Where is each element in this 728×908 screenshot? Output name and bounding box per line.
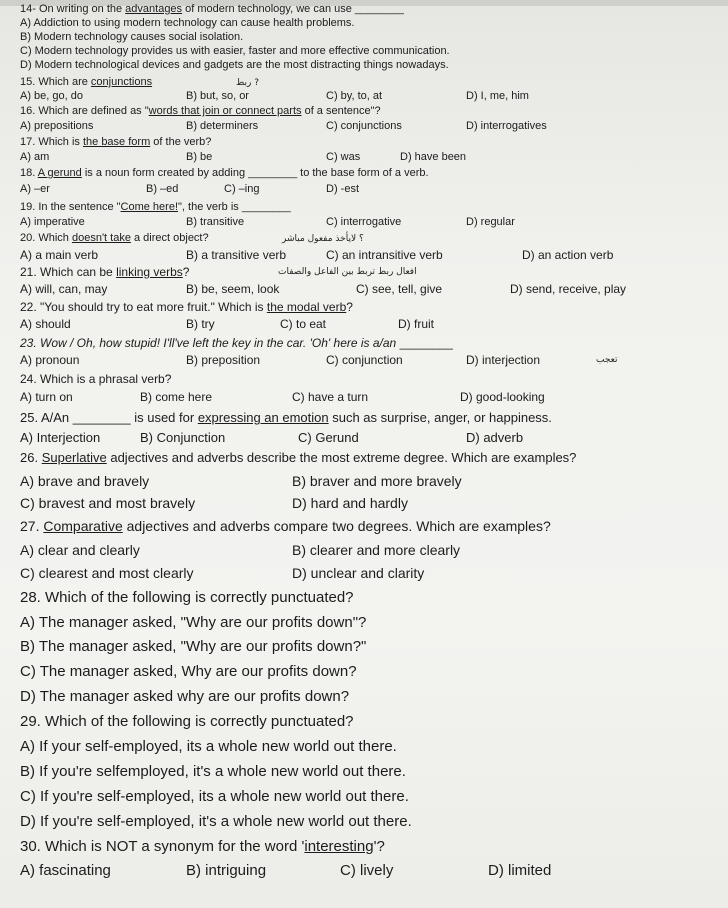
q15-arabic-note: ربط ? <box>236 78 260 88</box>
worksheet-page: 14- On writing on the advantages of modern technology, we can use ________ A) Addiction to using modern technology can cause health problems. B) Modern technology causes social isolation. C) Modern technology provides us with easier, faster and more effective communication. D) Modern technological devices and gadgets are the most distracting things nowadays. 15. Which are conjunctions ربط ? A) be, go, do B) but, so, or C) by, to, at D) I, me, him 16. Which are defined as "words that join or connect parts of a sentence"? A) prepositions B) determiners C) conjunctions D) interrogatives 17. Which is the base form of the verb? A) am B) be C) was D) have been 18. A gerund is a noun form created by adding ________ to the base form of a verb. A) –er B) –ed C) –ing D) -est 19. In the sentence "Come here!", the verb is ________ A) imperative B) transitive C) interrogative D) regular 20. Which doesn't take a direct object? ؟ لايأخذ مفعول مباشر A) a main verb B) a transitive verb C) an intransitive verb D) an action verb 21. Which can be linking verbs? افعال ربط تربط بين الفاعل والصفات A) will, can, may B) be, seem, look C) see, tell, give D) send, receive, play 22. "You should try to eat more fruit." Which is the modal verb? A) should B) try C) to eat D) fruit 23. Wow / Oh, how stupid! I'll've left the key in the car. 'Oh' here is a/an ________ A) pronoun B) preposition C) conjunction D) interjection تعجب 24. Which is a phrasal verb? A) turn on B) come here C) have a turn D) good-looking 25. A/An ________ is used for expressing an emotion such as surprise, anger, or happiness. A) Interjection B) Conjunction C) Gerund D) adverb 26. Superlative adjectives and adverbs describe the most extreme degree. Which are examples? A) brave and bravely B) braver and more bravely C) bravest and most bravely D) hard and hardly 27. Comparative adjectives and adverbs compare two degrees. Which are examples? A) clear and clearly B) clearer and more clearly C) clearest and most clearly D) unclear and clarity 28. Which of the following is correctly punctuated? A) The manager asked, "Why are our profits down"? B) The manager asked, "Why are our profits down?" C) The manager asked, Why are our profits down? D) The manager asked why are our profits down? 29. Which of the following is correctly punctuated? A) If your self-employed, its a whole new world out there. B) If you're selfemployed, it's a whole new world out there. C) If you're self-employed, its a whole new world out there. D) If you're self-employed, it's a whole new world out there. 30. Which is NOT a synonym for the word 'interesting'? A) fascinating B) intriguing C) lively D) limited <box>0 0 728 908</box>
q20-arabic-note: ؟ لايأخذ مفعول مباشر <box>282 234 364 244</box>
q23-arabic-note: تعجب <box>596 355 618 365</box>
q21-arabic-note: افعال ربط تربط بين الفاعل والصفات <box>278 267 417 277</box>
